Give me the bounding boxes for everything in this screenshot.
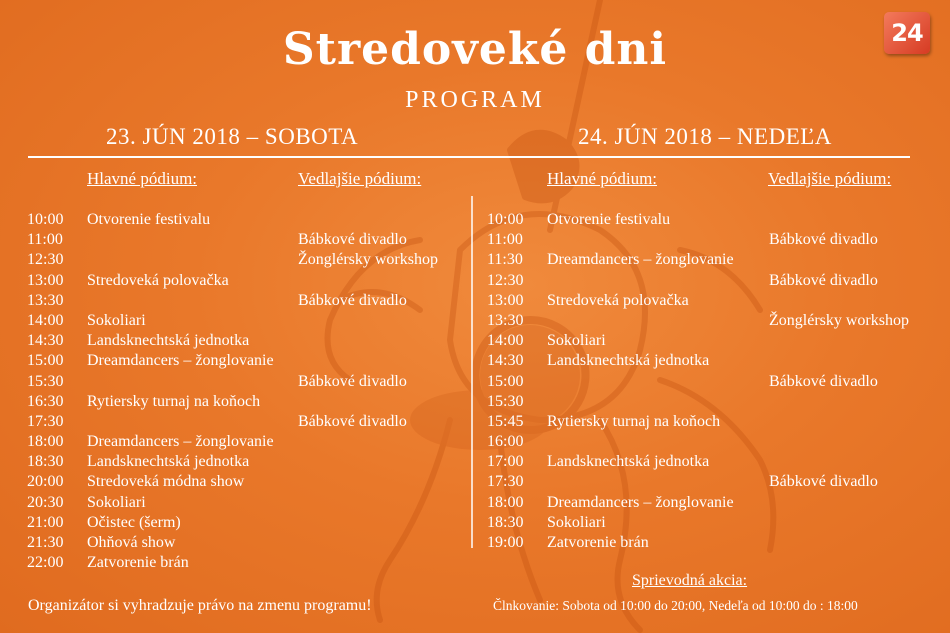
main-stage-event: Zatvorenie brán xyxy=(547,534,649,551)
time: 13:30 xyxy=(487,311,524,329)
time: 11:00 xyxy=(27,231,63,249)
schedule-row xyxy=(487,250,937,270)
side-stage-event: Bábkové divadlo xyxy=(298,291,407,309)
time: 14:30 xyxy=(27,332,64,350)
side-stage-event: Bábkové divadlo xyxy=(298,412,407,430)
side-stage-event: Žonglérsky workshop xyxy=(298,251,438,269)
main-stage-event: Sokoliari xyxy=(87,493,146,511)
schedule-row xyxy=(27,210,467,230)
time: 22:00 xyxy=(27,554,64,572)
schedule-row xyxy=(27,271,467,291)
sunday-schedule xyxy=(487,210,937,553)
main-stage-event: Otvorenie festivalu xyxy=(547,211,671,228)
day-divider xyxy=(471,196,473,548)
time: 10:00 xyxy=(487,211,524,228)
schedule-row xyxy=(27,472,467,492)
main-stage-event: Dreamdancers – žonglovanie xyxy=(87,352,274,370)
time: 15:30 xyxy=(27,372,64,390)
schedule-row xyxy=(27,311,467,331)
main-stage-event: Stredoveká módna show xyxy=(87,473,245,491)
time: 21:30 xyxy=(27,534,64,551)
time: 18:30 xyxy=(27,453,64,471)
main-stage-event: Sokoliari xyxy=(547,513,606,531)
time: 10:00 xyxy=(27,211,64,228)
schedule-row xyxy=(27,250,467,270)
time: 17:30 xyxy=(27,412,64,430)
schedule-row xyxy=(27,291,467,311)
main-stage-event: Dreamdancers – žonglovanie xyxy=(547,251,734,269)
time: 13:00 xyxy=(27,271,64,289)
main-stage-event: Dreamdancers – žonglovanie xyxy=(547,493,734,511)
side-stage-event: Bábkové divadlo xyxy=(769,372,878,390)
main-stage-event: Sokoliari xyxy=(547,332,606,350)
time: 12:30 xyxy=(27,251,64,269)
sunday-main-stage-header: Hlavné pódium: xyxy=(547,169,658,188)
side-stage-event: Bábkové divadlo xyxy=(769,271,878,289)
time: 16:00 xyxy=(487,433,524,451)
main-stage-event: Stredoveká polovačka xyxy=(87,271,229,289)
time: 18:30 xyxy=(487,513,524,531)
time: 15:30 xyxy=(487,392,524,410)
news-24-logo[interactable]: 24 xyxy=(884,12,930,54)
main-stage-event: Ohňová show xyxy=(87,534,176,551)
schedule-row xyxy=(487,271,937,291)
schedule-row xyxy=(487,331,937,351)
schedule-row xyxy=(27,372,467,392)
main-stage-event: Rytiersky turnaj na koňoch xyxy=(547,412,721,430)
main-stage-event: Stredoveká polovačka xyxy=(547,291,689,309)
main-stage-event: Očistec (šerm) xyxy=(87,513,181,531)
schedule-row xyxy=(487,533,937,553)
side-stage-event: Bábkové divadlo xyxy=(298,231,407,249)
schedule-row xyxy=(27,412,467,432)
header-divider xyxy=(28,156,910,158)
saturday-schedule xyxy=(27,210,467,573)
schedule-row xyxy=(487,513,937,533)
accompanying-event-heading: Sprievodná akcia: xyxy=(632,572,748,589)
time: 11:00 xyxy=(487,231,523,249)
time: 21:00 xyxy=(27,513,64,531)
side-stage-event: Bábkové divadlo xyxy=(769,473,878,491)
time: 14:00 xyxy=(27,311,64,329)
schedule-row xyxy=(27,452,467,472)
schedule-row xyxy=(27,533,467,553)
schedule-row xyxy=(487,230,937,250)
time: 18:00 xyxy=(27,433,64,451)
main-stage-event: Sokoliari xyxy=(87,311,146,329)
schedule-row xyxy=(487,392,937,412)
schedule-row xyxy=(487,351,937,371)
schedule-row xyxy=(487,472,937,492)
side-stage-event: Bábkové divadlo xyxy=(769,231,878,249)
schedule-row xyxy=(487,291,937,311)
schedule-row xyxy=(27,230,467,250)
sunday-side-stage-header: Vedlajšie pódium: xyxy=(768,169,892,188)
schedule-row xyxy=(487,452,937,472)
main-stage-event: Landsknechtská jednotka xyxy=(547,453,710,471)
organizer-note: Organizátor si vyhradzuje právo na zmenu programu! xyxy=(28,597,372,614)
time: 17:30 xyxy=(487,473,524,491)
day-heading-saturday: 23. JÚN 2018 – SOBOTA xyxy=(106,124,359,149)
time: 19:00 xyxy=(487,534,524,551)
time: 20:30 xyxy=(27,493,64,511)
schedule-row xyxy=(487,412,937,432)
main-stage-event: Landsknechtská jednotka xyxy=(547,352,710,370)
schedule-row xyxy=(487,372,937,392)
time: 15:00 xyxy=(487,372,524,390)
main-stage-event: Zatvorenie brán xyxy=(87,554,189,572)
time: 11:30 xyxy=(487,251,523,269)
main-stage-event: Otvorenie festivalu xyxy=(87,211,211,228)
festival-title: Stredoveké dni xyxy=(282,24,668,75)
time: 14:30 xyxy=(487,352,524,370)
schedule-row xyxy=(487,432,937,452)
saturday-main-stage-header: Hlavné pódium: xyxy=(87,169,198,188)
schedule-row xyxy=(27,351,467,371)
main-stage-event: Landsknechtská jednotka xyxy=(87,453,250,471)
schedule-row xyxy=(27,432,467,452)
time: 18:00 xyxy=(487,493,524,511)
schedule-row xyxy=(27,392,467,412)
time: 17:00 xyxy=(487,453,524,471)
accompanying-event-text: Člnkovanie: Sobota od 10:00 do 20:00, Nedeľa od 10:00 do : 18:00 xyxy=(493,598,858,613)
program-subtitle: PROGRAM xyxy=(405,87,545,113)
schedule-row xyxy=(487,311,937,331)
time: 20:00 xyxy=(27,473,64,491)
schedule-row xyxy=(27,493,467,513)
saturday-side-stage-header: Vedlajšie pódium: xyxy=(298,169,422,188)
schedule-row xyxy=(27,513,467,533)
main-stage-event: Rytiersky turnaj na koňoch xyxy=(87,392,261,410)
time: 13:00 xyxy=(487,291,524,309)
time: 16:30 xyxy=(27,392,64,410)
time: 13:30 xyxy=(27,291,64,309)
schedule-row xyxy=(487,210,937,230)
time: 15:00 xyxy=(27,352,64,370)
day-heading-sunday: 24. JÚN 2018 – NEDEĽA xyxy=(578,124,832,149)
side-stage-event: Bábkové divadlo xyxy=(298,372,407,390)
side-stage-event: Žonglérsky workshop xyxy=(769,311,909,329)
schedule-row xyxy=(27,331,467,351)
time: 15:45 xyxy=(487,412,524,430)
time: 12:30 xyxy=(487,271,524,289)
time: 14:00 xyxy=(487,332,524,350)
main-stage-event: Landsknechtská jednotka xyxy=(87,332,250,350)
main-stage-event: Dreamdancers – žonglovanie xyxy=(87,433,274,451)
schedule-row xyxy=(27,553,467,573)
schedule-row xyxy=(487,493,937,513)
